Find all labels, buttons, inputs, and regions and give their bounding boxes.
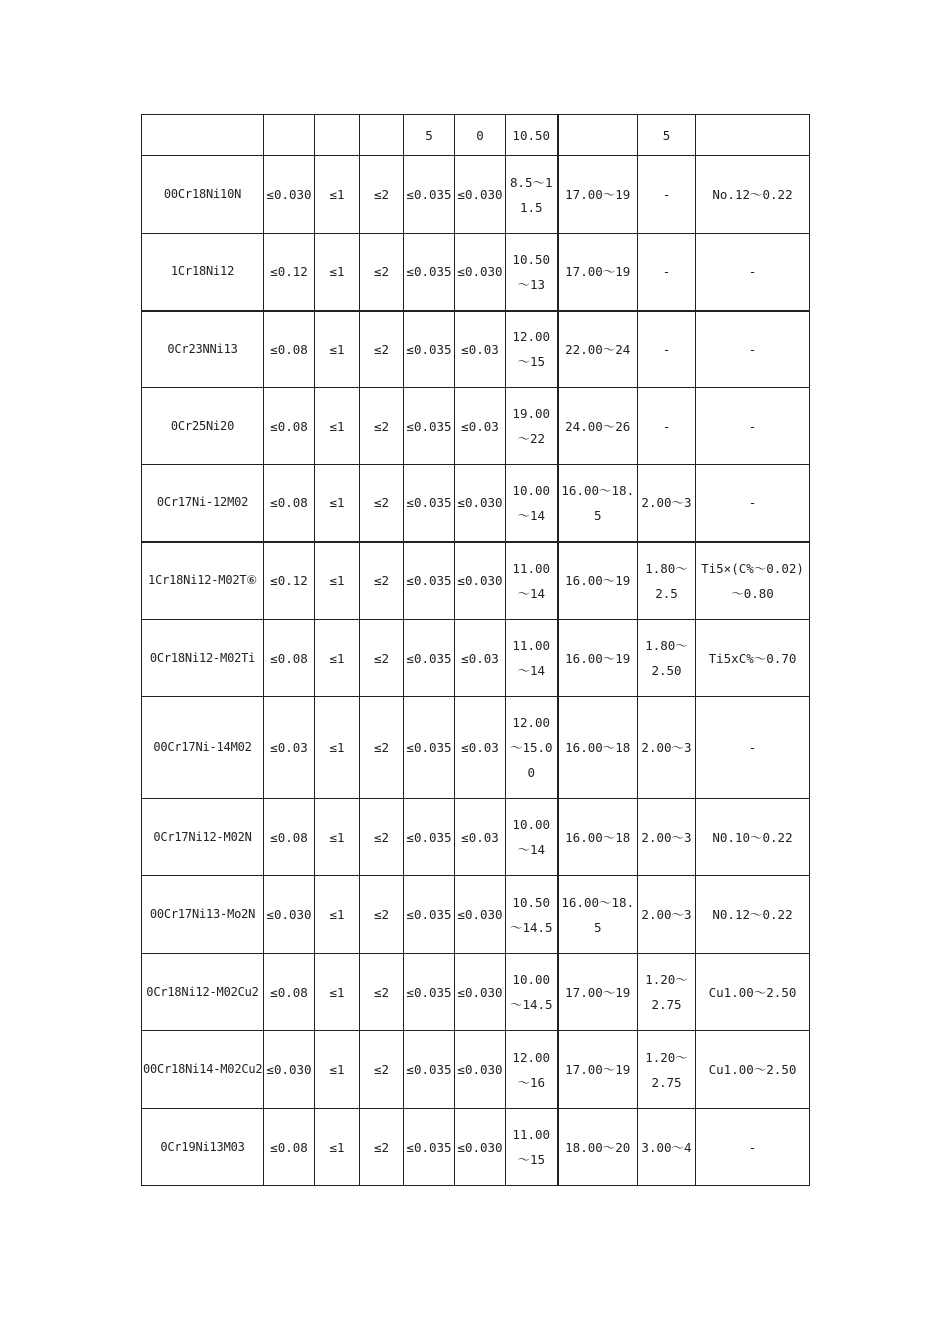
cell-p: ≤0.035 [404, 311, 455, 388]
table-row [142, 388, 810, 465]
cell-grade: 0Cr19Ni13M03 [142, 1109, 264, 1186]
cell-s: ≤0.03 [455, 620, 506, 697]
cell-p: ≤0.035 [404, 876, 455, 954]
cell-ni: 10.00～14 [506, 799, 558, 876]
cell-other: Ti5xC%～0.70 [696, 620, 810, 697]
cell-c [264, 115, 315, 156]
table-row [142, 697, 810, 799]
cell-si: ≤1 [315, 697, 360, 799]
table-row [142, 1109, 810, 1186]
cell-s: ≤0.030 [455, 234, 506, 311]
cell-c: ≤0.08 [264, 311, 315, 388]
cell-s: ≤0.030 [455, 876, 506, 954]
cell-c: ≤0.08 [264, 620, 315, 697]
cell-c: ≤0.12 [264, 234, 315, 311]
table-row [142, 876, 810, 954]
cell-mo: 2.00～3 [638, 465, 696, 542]
table-row [142, 620, 810, 697]
table-body [142, 115, 810, 1186]
table-row [142, 542, 810, 620]
cell-mn: ≤2 [360, 1031, 404, 1109]
cell-c: ≤0.08 [264, 1109, 315, 1186]
table-row [142, 311, 810, 388]
cell-cr: 22.00～24 [558, 311, 638, 388]
cell-p: ≤0.035 [404, 1109, 455, 1186]
cell-grade: 0Cr18Ni12-M02Ti [142, 620, 264, 697]
cell-mn: ≤2 [360, 954, 404, 1031]
cell-mn: ≤2 [360, 620, 404, 697]
cell-ni: 12.00～16 [506, 1031, 558, 1109]
cell-si: ≤1 [315, 234, 360, 311]
cell-cr: 17.00～19 [558, 156, 638, 234]
cell-mn: ≤2 [360, 388, 404, 465]
cell-mo: 2.00～3 [638, 876, 696, 954]
cell-s: ≤0.03 [455, 697, 506, 799]
cell-grade: 00Cr18Ni10N [142, 156, 264, 234]
cell-mo: 1.80～2.5 [638, 542, 696, 620]
cell-p: ≤0.035 [404, 465, 455, 542]
cell-grade: 0Cr17Ni12-M02N [142, 799, 264, 876]
cell-si: ≤1 [315, 1031, 360, 1109]
cell-mn: ≤2 [360, 697, 404, 799]
cell-mo: - [638, 311, 696, 388]
cell-mn: ≤2 [360, 311, 404, 388]
cell-cr: 16.00～19 [558, 620, 638, 697]
cell-p: ≤0.035 [404, 697, 455, 799]
cell-ni: 10.00～14.5 [506, 954, 558, 1031]
cell-mn: ≤2 [360, 465, 404, 542]
cell-cr: 24.00～26 [558, 388, 638, 465]
cell-s: ≤0.030 [455, 542, 506, 620]
cell-other: - [696, 465, 810, 542]
cell-other: Ti5×(C%～0.02)～0.80 [696, 542, 810, 620]
cell-s: ≤0.03 [455, 388, 506, 465]
cell-other: Cu1.00～2.50 [696, 954, 810, 1031]
cell-other: N0.12～0.22 [696, 876, 810, 954]
cell-mo: 2.00～3 [638, 799, 696, 876]
cell-mo: - [638, 156, 696, 234]
cell-s: ≤0.030 [455, 954, 506, 1031]
table-row [142, 954, 810, 1031]
cell-ni: 10.50～14.5 [506, 876, 558, 954]
cell-mo: 1.80～2.50 [638, 620, 696, 697]
cell-si: ≤1 [315, 156, 360, 234]
cell-mn: ≤2 [360, 542, 404, 620]
cell-cr: 16.00～18.5 [558, 465, 638, 542]
table-row [142, 156, 810, 234]
cell-grade: 1Cr18Ni12 [142, 234, 264, 311]
cell-cr: 17.00～19 [558, 1031, 638, 1109]
cell-mn: ≤2 [360, 799, 404, 876]
cell-grade: 0Cr25Ni20 [142, 388, 264, 465]
cell-c: ≤0.03 [264, 697, 315, 799]
cell-c: ≤0.030 [264, 876, 315, 954]
cell-other: No.12～0.22 [696, 156, 810, 234]
cell-si: ≤1 [315, 465, 360, 542]
cell-s: ≤0.03 [455, 311, 506, 388]
cell-si [315, 115, 360, 156]
cell-other [696, 115, 810, 156]
cell-other: - [696, 311, 810, 388]
cell-other: - [696, 1109, 810, 1186]
cell-cr: 16.00～18 [558, 799, 638, 876]
cell-si: ≤1 [315, 954, 360, 1031]
cell-s: ≤0.030 [455, 1109, 506, 1186]
cell-cr: 18.00～20 [558, 1109, 638, 1186]
cell-ni: 10.50 [506, 115, 558, 156]
table-row [142, 1031, 810, 1109]
cell-mo: 1.20～2.75 [638, 1031, 696, 1109]
cell-mo: 5 [638, 115, 696, 156]
cell-ni: 12.00～15.00 [506, 697, 558, 799]
cell-other: Cu1.00～2.50 [696, 1031, 810, 1109]
cell-cr [558, 115, 638, 156]
cell-grade: 00Cr18Ni14-M02Cu2 [142, 1031, 264, 1109]
table-row [142, 465, 810, 542]
cell-c: ≤0.030 [264, 1031, 315, 1109]
cell-cr: 16.00～19 [558, 542, 638, 620]
cell-si: ≤1 [315, 799, 360, 876]
cell-c: ≤0.08 [264, 954, 315, 1031]
cell-mo: 2.00～3 [638, 697, 696, 799]
cell-mn [360, 115, 404, 156]
cell-cr: 16.00～18 [558, 697, 638, 799]
cell-ni: 11.00～15 [506, 1109, 558, 1186]
cell-ni: 11.00～14 [506, 620, 558, 697]
cell-cr: 17.00～19 [558, 234, 638, 311]
cell-si: ≤1 [315, 311, 360, 388]
cell-ni: 10.00～14 [506, 465, 558, 542]
cell-p: ≤0.035 [404, 799, 455, 876]
cell-p: ≤0.035 [404, 542, 455, 620]
cell-si: ≤1 [315, 388, 360, 465]
cell-s: ≤0.030 [455, 1031, 506, 1109]
cell-mo: - [638, 388, 696, 465]
cell-grade: 0Cr23NNi13 [142, 311, 264, 388]
cell-p: ≤0.035 [404, 954, 455, 1031]
cell-other: - [696, 697, 810, 799]
cell-si: ≤1 [315, 876, 360, 954]
cell-c: ≤0.08 [264, 465, 315, 542]
cell-ni: 10.50～13 [506, 234, 558, 311]
cell-c: ≤0.08 [264, 799, 315, 876]
cell-mo: 3.00～4 [638, 1109, 696, 1186]
cell-mn: ≤2 [360, 876, 404, 954]
cell-grade: 00Cr17Ni-14M02 [142, 697, 264, 799]
cell-mo: 1.20～2.75 [638, 954, 696, 1031]
cell-cr: 16.00～18.5 [558, 876, 638, 954]
cell-si: ≤1 [315, 1109, 360, 1186]
cell-p: ≤0.035 [404, 1031, 455, 1109]
cell-si: ≤1 [315, 542, 360, 620]
cell-grade [142, 115, 264, 156]
cell-s: ≤0.03 [455, 799, 506, 876]
cell-p: ≤0.035 [404, 156, 455, 234]
cell-p: ≤0.035 [404, 234, 455, 311]
cell-ni: 11.00～14 [506, 542, 558, 620]
cell-si: ≤1 [315, 620, 360, 697]
cell-other: - [696, 388, 810, 465]
cell-grade: 0Cr18Ni12-M02Cu2 [142, 954, 264, 1031]
cell-other: - [696, 234, 810, 311]
cell-c: ≤0.08 [264, 388, 315, 465]
cell-s: ≤0.030 [455, 156, 506, 234]
cell-c: ≤0.12 [264, 542, 315, 620]
steel-grade-composition-table [141, 114, 810, 1186]
cell-mn: ≤2 [360, 1109, 404, 1186]
cell-cr: 17.00～19 [558, 954, 638, 1031]
cell-p: 5 [404, 115, 455, 156]
cell-p: ≤0.035 [404, 388, 455, 465]
cell-mo: - [638, 234, 696, 311]
cell-ni: 8.5～11.5 [506, 156, 558, 234]
cell-p: ≤0.035 [404, 620, 455, 697]
table-row [142, 234, 810, 311]
cell-grade: 00Cr17Ni13-Mo2N [142, 876, 264, 954]
table-row [142, 115, 810, 156]
cell-ni: 12.00～15 [506, 311, 558, 388]
cell-c: ≤0.030 [264, 156, 315, 234]
cell-mn: ≤2 [360, 156, 404, 234]
cell-mn: ≤2 [360, 234, 404, 311]
cell-grade: 0Cr17Ni-12M02 [142, 465, 264, 542]
table-row [142, 799, 810, 876]
cell-s: 0 [455, 115, 506, 156]
cell-other: N0.10～0.22 [696, 799, 810, 876]
cell-s: ≤0.030 [455, 465, 506, 542]
cell-grade: 1Cr18Ni12-M02T⑥ [142, 542, 264, 620]
cell-ni: 19.00～22 [506, 388, 558, 465]
